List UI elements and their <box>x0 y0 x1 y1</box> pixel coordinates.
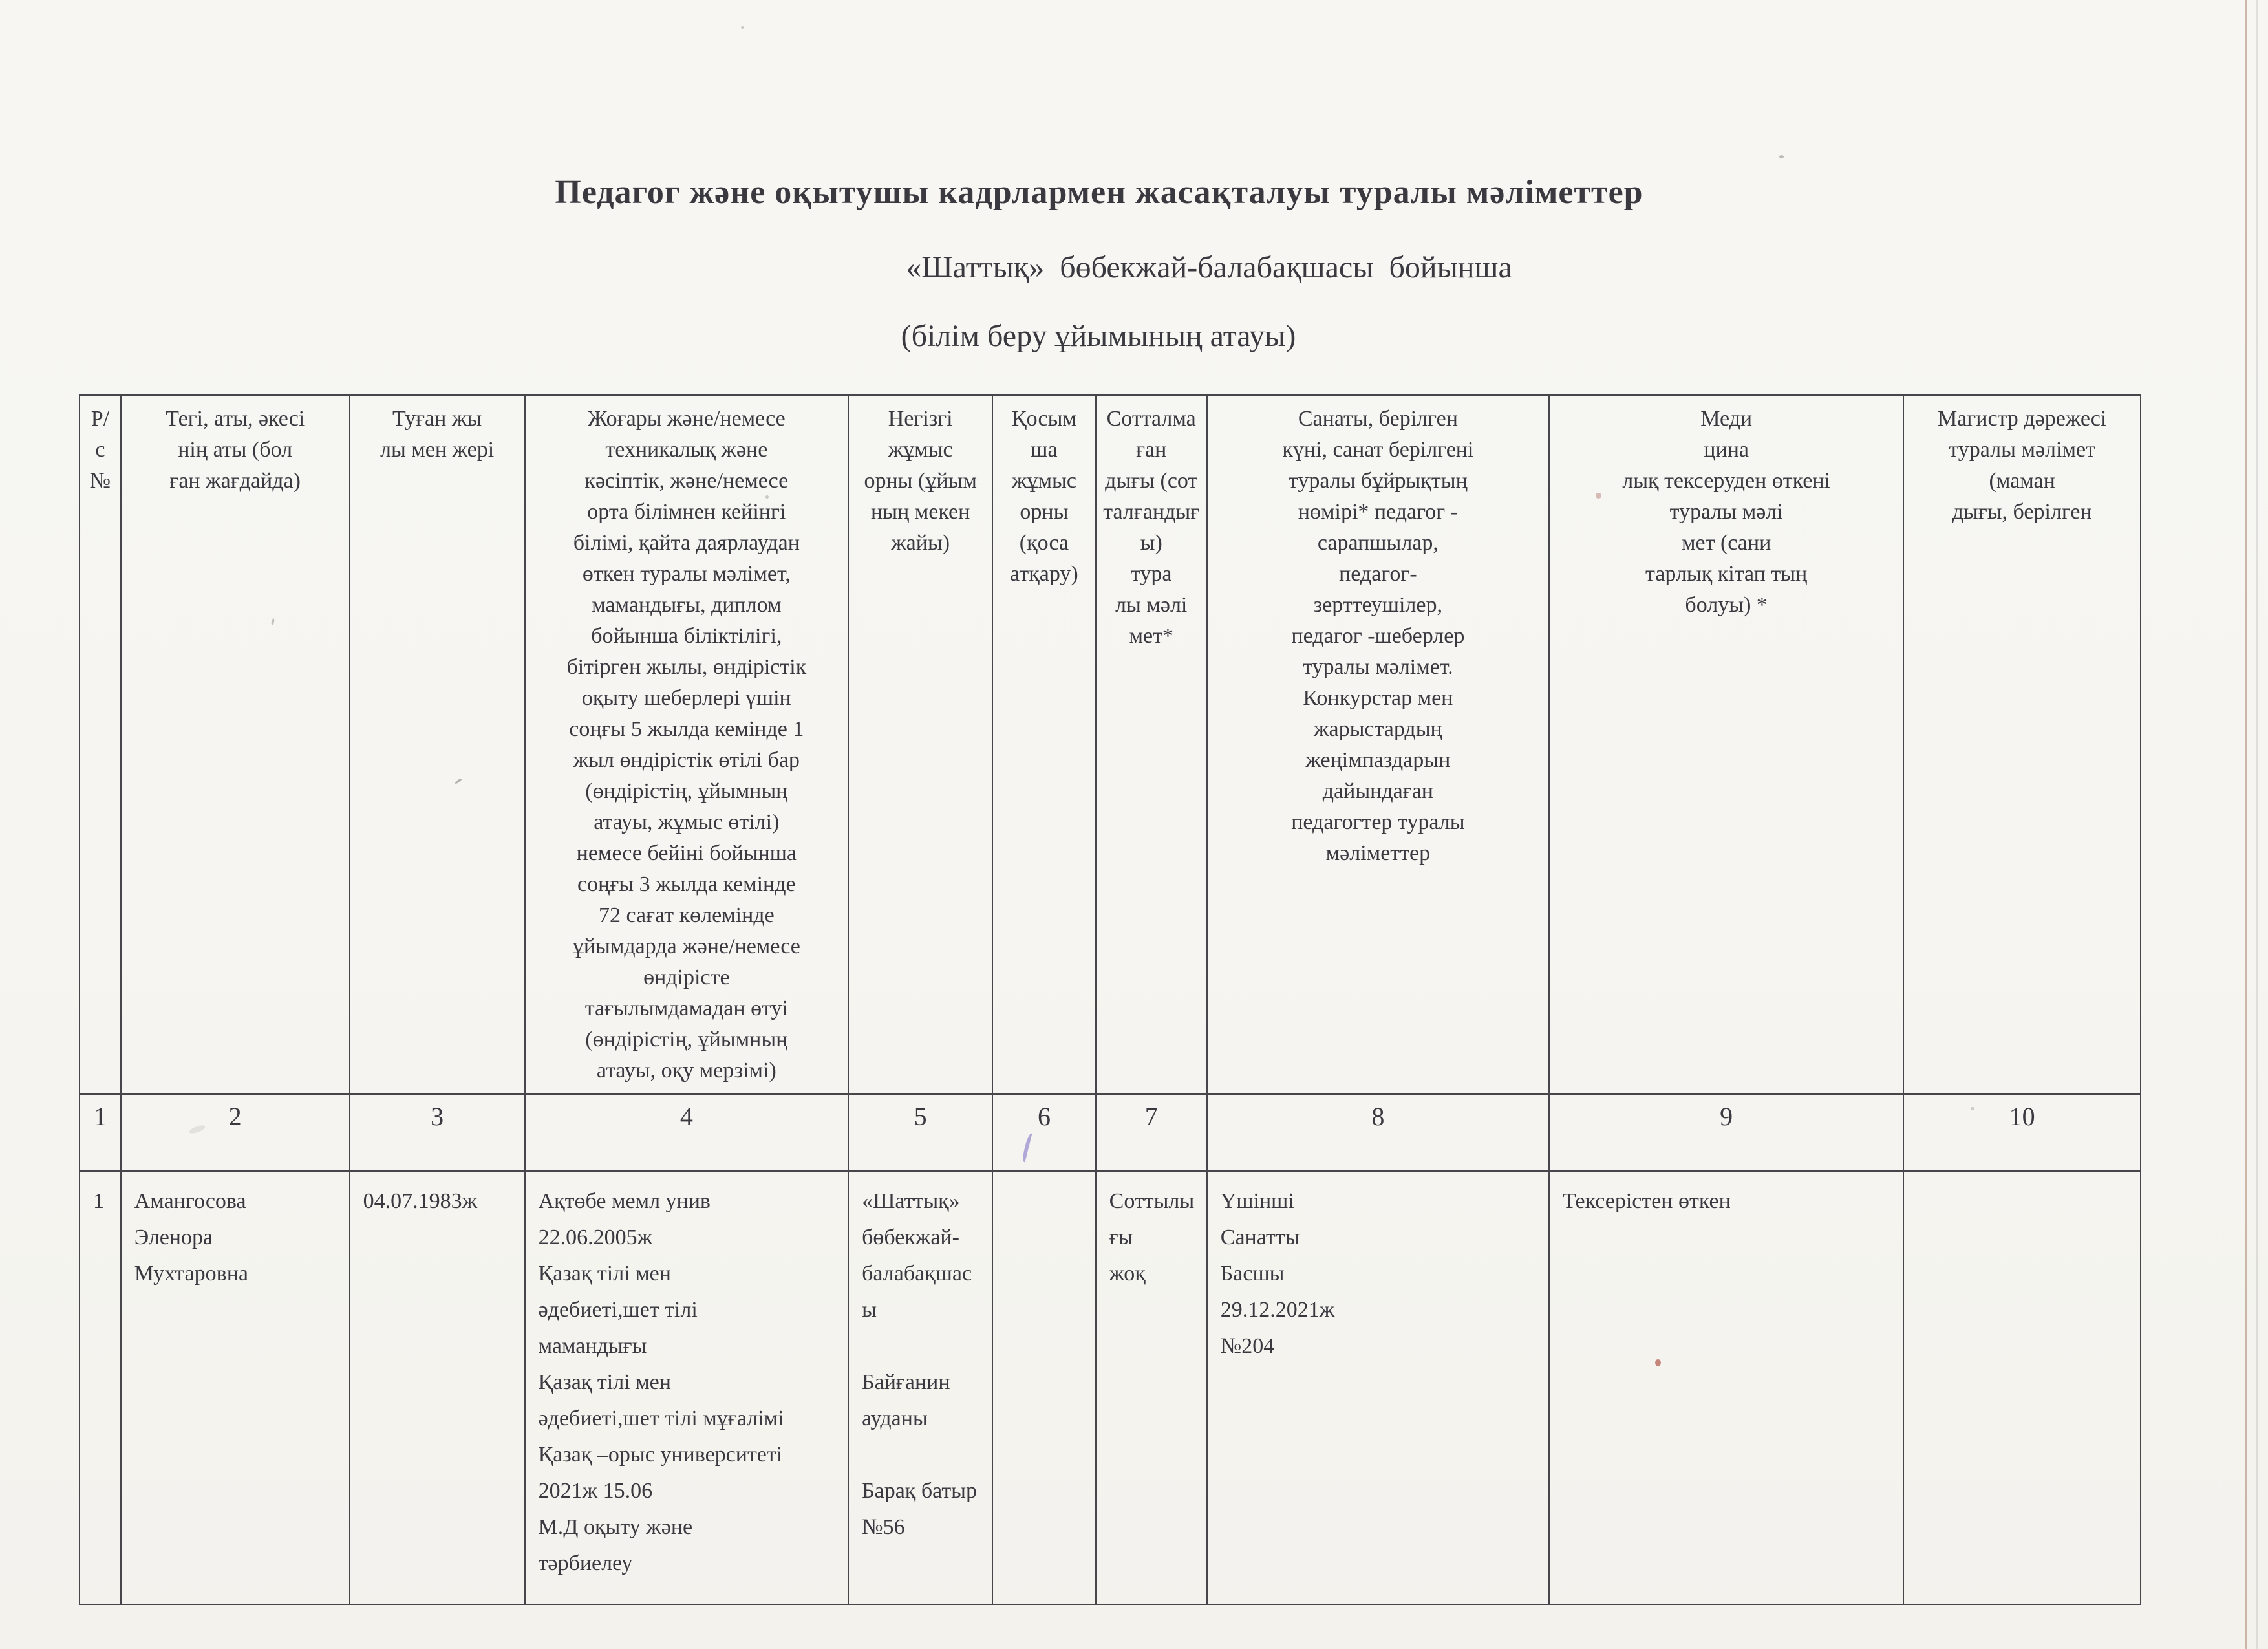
data-cell-row-number: 1 <box>80 1171 121 1604</box>
data-cell-criminal-record: Соттылығы жоқ <box>1096 1171 1207 1604</box>
header-cell-row-number: Р/с № <box>80 395 121 1094</box>
table-header-row <box>80 395 2141 1094</box>
header-cell-medical-check: Меди цина лық тексеруден өткені туралы мәлі мет (сани тарлық кітап тың болуы) * <box>1549 395 1903 1094</box>
data-cell-category: Үшінші Санатты Басшы 29.12.2021ж №204 <box>1207 1171 1549 1604</box>
document-subtitle <box>0 250 2268 285</box>
document-subtitle-text: «Шаттық» бөбекжай-балабақшасы бойынша <box>906 250 1512 285</box>
red-speck-artifact <box>1655 1359 1661 1366</box>
column-number-9: 9 <box>1549 1094 1903 1171</box>
document-title <box>0 173 2268 211</box>
organization-name-note-text: (білім беру ұйымының атауы) <box>901 319 1296 353</box>
header-cell-criminal-record: Сотталмаған дығы (сот талғандығы) тура лы мәлі мет* <box>1096 395 1207 1094</box>
header-cell-education: Жоғары және/немесе техникалық және кәсіптік, және/немесе орта білімнен кейінгі білімі, қайта даярлаудан өткен туралы мәлімет, мамандығы, диплом бойынша біліктілігі, бітірген жылы, өндірістік оқыту шеберлері үшін соңғы 5 жылда кемінде 1 жыл өндірістік өтілі бар (өндірістің, ұйымның атауы, жұмыс өтілі) немесе бейіні бойынша соңғы 3 жылда кемінде 72 сағат көлемінде ұйымдарда және/немесе өндірісте тағылымдамадан өтуі (өндірістің, ұйымның атауы, оқу мерзімі) <box>525 395 849 1094</box>
data-cell-secondary-workplace <box>992 1171 1095 1604</box>
column-number-1: 1 <box>80 1094 121 1171</box>
gray-speck-artifact <box>1971 1107 1974 1110</box>
document-title-text: Педагог және оқытушы кадрлармен жасақталуы туралы мәліметтер <box>555 174 1643 211</box>
data-cell-medical-check: Тексерістен өткен <box>1549 1171 1903 1604</box>
data-cell-education: Ақтөбе мемл унив 22.06.2005ж Қазақ тілі мен әдебиеті,шет тілі мамандығы Қазақ тілі мен әдебиеті,шет тілі мұғалімі Қазақ –орыс университеті 2021ж 15.06 М.Д оқыту және тәрбиелеу <box>525 1171 849 1604</box>
column-number-10: 10 <box>1903 1094 2141 1171</box>
column-number-2: 2 <box>121 1094 350 1171</box>
gray-speck-artifact <box>741 26 744 29</box>
scan-page-edge-line <box>2245 0 2247 1649</box>
gray-speck-artifact <box>765 495 769 499</box>
data-cell-master-degree <box>1903 1171 2141 1604</box>
column-number-5: 5 <box>848 1094 992 1171</box>
header-cell-category: Санаты, берілген күні, санат берілгені туралы бұйрықтың нөмірі* педагог - сарапшылар, педагог- зерттеушілер, педагог -шеберлер туралы мәлімет. Конкурстар мен жарыстардың жеңімпаздарын дайындаған педагогтер туралы мәліметтер <box>1207 395 1549 1094</box>
header-cell-main-workplace: Негізгі жұмыс орны (ұйым ның мекен жайы) <box>848 395 992 1094</box>
gray-speck-artifact <box>1779 155 1784 158</box>
header-cell-secondary-workplace: Қосым ша жұмыс орны (қоса атқару) <box>992 395 1095 1094</box>
header-cell-master-degree: Магистр дәрежесі туралы мәлімет (маман дығы, берілген <box>1903 395 2141 1094</box>
table-row <box>80 1171 2141 1604</box>
header-cell-full-name: Тегі, аты, әкесі нің аты (бол ған жағдайда) <box>121 395 350 1094</box>
data-cell-full-name: Амангосова Эленора Мухтаровна <box>121 1171 350 1604</box>
column-number-row <box>80 1094 2141 1171</box>
column-number-7: 7 <box>1096 1094 1207 1171</box>
scan-page-edge-shadow <box>2256 0 2258 1649</box>
column-number-4: 4 <box>525 1094 849 1171</box>
column-number-6: 6 <box>992 1094 1095 1171</box>
column-number-8: 8 <box>1207 1094 1549 1171</box>
data-cell-main-workplace: «Шаттық» бөбекжай- балабақшасы Байғанин ауданы Барақ батыр №56 <box>848 1171 992 1604</box>
data-cell-birth-date: 04.07.1983ж <box>350 1171 525 1604</box>
organization-name-note <box>0 318 2268 354</box>
header-cell-birth-date-place: Туған жы лы мен жері <box>350 395 525 1094</box>
pink-speck-artifact <box>1596 493 1601 499</box>
staff-information-table <box>79 394 2141 1605</box>
column-number-3: 3 <box>350 1094 525 1171</box>
